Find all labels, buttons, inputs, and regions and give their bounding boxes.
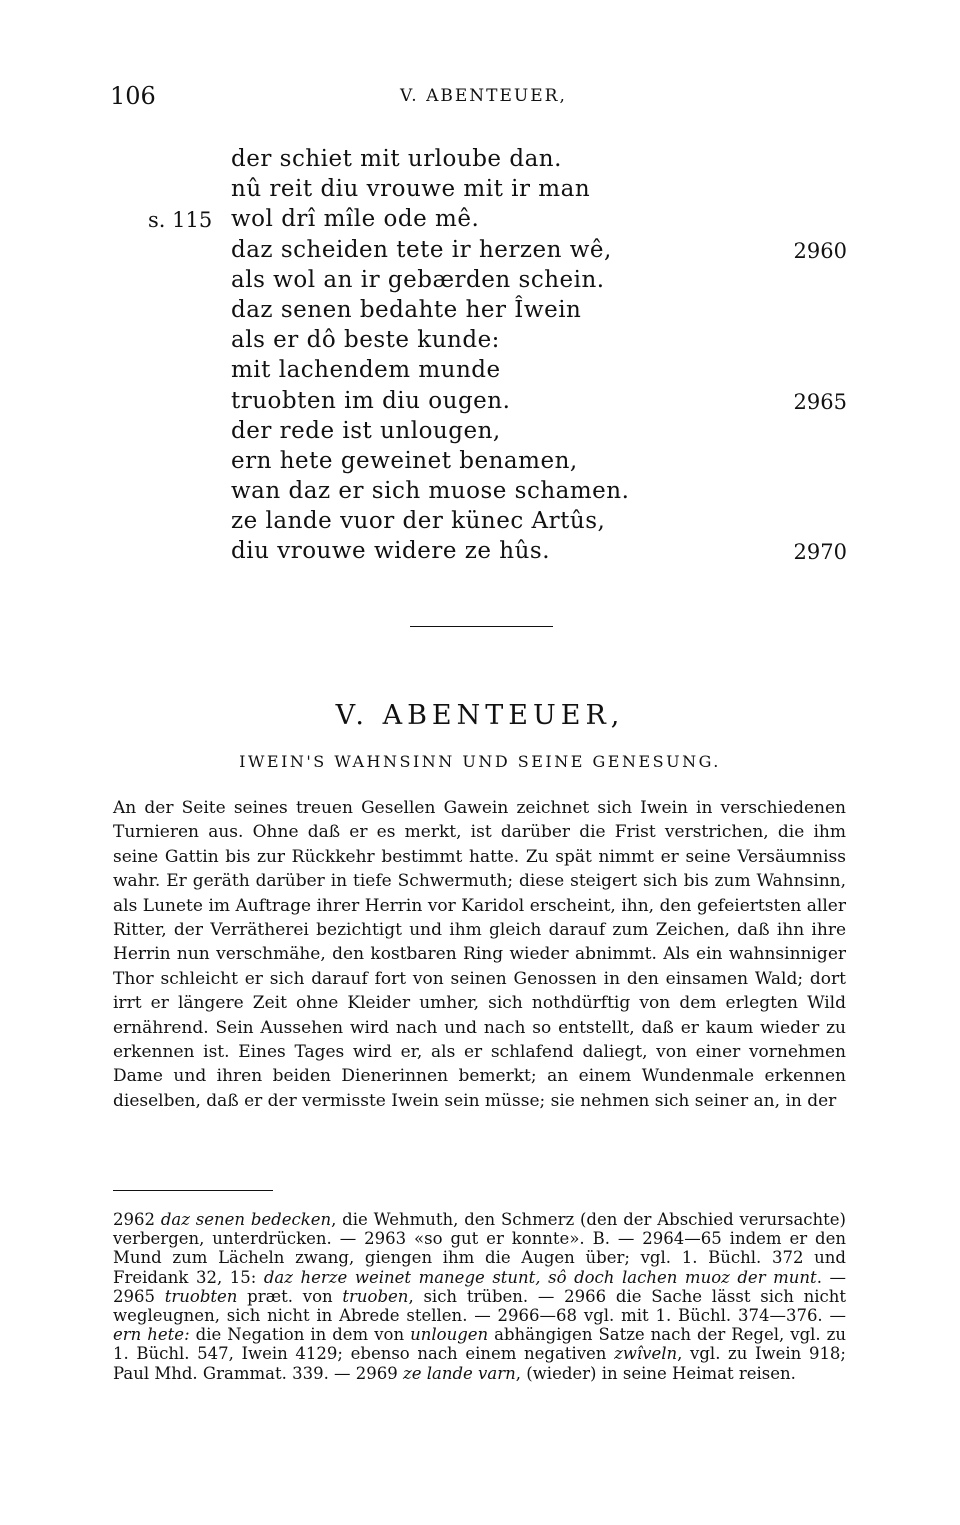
- footnote-text: abhängigen Satze nach der Regel, vgl. zu 1. Büchl. 547, Iwein 4129; ebenso nach einem negativen: [113, 1325, 847, 1364]
- footnote-quote: zwîveln: [614, 1344, 678, 1364]
- verse-text: der rede ist unlougen,: [231, 417, 501, 444]
- footnote-text: , sich trüben. — 2966 die Sache lässt sich nicht wegleugnen, sich nicht in Abrede stellen. — 2966—68 vgl. mit 1. Büchl. 374—376. —: [113, 1286, 846, 1326]
- verse-text: ern hete geweinet benamen,: [231, 447, 578, 474]
- page-number: 106: [110, 82, 156, 110]
- section-title: V. ABENTEUER,: [335, 700, 625, 731]
- verse-text: wan daz er sich muose schamen.: [231, 478, 630, 505]
- footnote-quote: truobten: [164, 1286, 238, 1306]
- verse-text: nû reit diu vrouwe mit ir man: [231, 176, 591, 203]
- section-subtitle: IWEIN'S WAHNSINN UND SEINE GENESUNG.: [239, 752, 721, 771]
- verse-line: [0, 297, 960, 327]
- verse-text: der schiet mit urloube dan.: [231, 146, 562, 172]
- verse-line-number: 2965: [793, 389, 847, 414]
- footnote-text: , die Wehmuth, den Schmerz (den der Abschied verursachte) verbergen, unterdrücken. — 2963 «so gut er konnte». B. — 2964—65 indem er den Mund zum Lächeln zwang, giengen ihm die Augen über; vgl. 1. Büchl. 372 und Freidank 32, 15:: [113, 1210, 846, 1287]
- page-header: [110, 82, 845, 112]
- verse-text: diu vrouwe widere ze hûs.: [231, 538, 551, 565]
- section-divider: [410, 626, 553, 627]
- verse-block: [0, 146, 960, 569]
- verse-text: ze lande vuor der künec Artûs,: [231, 508, 606, 535]
- verse-text: als wol an ir gebærden schein.: [231, 266, 605, 293]
- verse-line: [0, 448, 960, 478]
- footnote-quote: daz senen bedecken: [160, 1210, 332, 1229]
- source-page-reference: s. 115: [148, 208, 213, 233]
- verse-text: truobten im diu ougen.: [231, 387, 511, 414]
- footnote-quote: ze lande varn: [403, 1363, 516, 1383]
- verse-text: daz scheiden tete ir herzen wê,: [231, 236, 612, 263]
- footnote-text: . — 2965: [113, 1267, 846, 1306]
- verse-line: [0, 176, 960, 206]
- verse-line: [0, 418, 960, 448]
- verse-line: [0, 237, 960, 267]
- footnote-quote: unlougen: [410, 1325, 489, 1345]
- verse-line: [0, 508, 960, 538]
- verse-text: daz senen bedahte her Îwein: [231, 296, 582, 323]
- footnotes: [113, 1210, 846, 1383]
- footnote-divider: [113, 1190, 273, 1191]
- chapter-summary: An der Seite seines treuen Gesellen Gawein zeichnet sich Iwein in verschiedenen Turnieren aus. Ohne daß er es merkt, ist darüber die Frist verstrichen, die ihm seine Gattin bis zur Rückkehr bestimmt hatte. Zu spät nimmt er seine Versäumniss wahr. Er geräth darüber in tiefe Schwermuth; diese steigert sich bis zum Wahnsinn, als Lunete im Auftrage ihrer Herrin vor Karidol erscheint, ihn, den gefeiertsten aller Ritter, der Verrätherei bezichtigt und ihm gleich darauf zum Zeichen, daß ihn ihre Herrin nun verschmähe, den kostbaren Ring wieder abnimmt. Als ein wahnsinniger Thor schleicht er sich darauf fort von seinen Genossen in den einsamen Wald; dort irrt er längere Zeit ohne Kleider umher, sich nothdürftig von dem erlegten Wild ernährend. Sein Aussehen wird nach und nach so entstellt, daß er kaum wieder zu erkennen ist. Eines Tages wird er, als er schlafend daliegt, von einer vornehmen Dame und ihren beiden Dienerinnen bemerkt; an einem Wundenmale erkennen dieselben, daß er der vermisste Iwein sein müsse; sie nehmen sich seiner an, in der: [113, 798, 846, 1111]
- footnote-quote: ern hete:: [113, 1325, 190, 1345]
- footnote-text: , vgl. zu Iwein 918; Paul Mhd. Grammat. 339. — 2969: [113, 1344, 846, 1383]
- verse-line: [0, 327, 960, 357]
- verse-text: wol drî mîle ode mê.: [231, 206, 480, 233]
- verse-line: [0, 206, 960, 236]
- verse-line: [0, 267, 960, 297]
- verse-line: [0, 146, 960, 176]
- verse-line-number: 2960: [793, 238, 847, 263]
- footnote-text: die Negation in dem von: [189, 1325, 411, 1345]
- verse-line: [0, 388, 960, 418]
- verse-line-number: 2970: [793, 540, 847, 565]
- footnote-quote: daz herze weinet manege stunt, sô doch lachen muoz der munt: [263, 1267, 817, 1287]
- verse-line: [0, 478, 960, 508]
- footnote-text: præt. von: [237, 1286, 343, 1306]
- verse-text: mit lachendem munde: [231, 357, 501, 384]
- verse-line: [0, 357, 960, 387]
- footnote-text: , (wieder) in seine Heimat reisen.: [515, 1363, 796, 1383]
- footnote-text: 2962: [113, 1210, 161, 1229]
- footnote-quote: truoben: [342, 1286, 409, 1306]
- running-head: V. ABENTEUER,: [400, 86, 567, 106]
- verse-text: als er dô beste kunde:: [231, 327, 500, 354]
- verse-line: [0, 538, 960, 568]
